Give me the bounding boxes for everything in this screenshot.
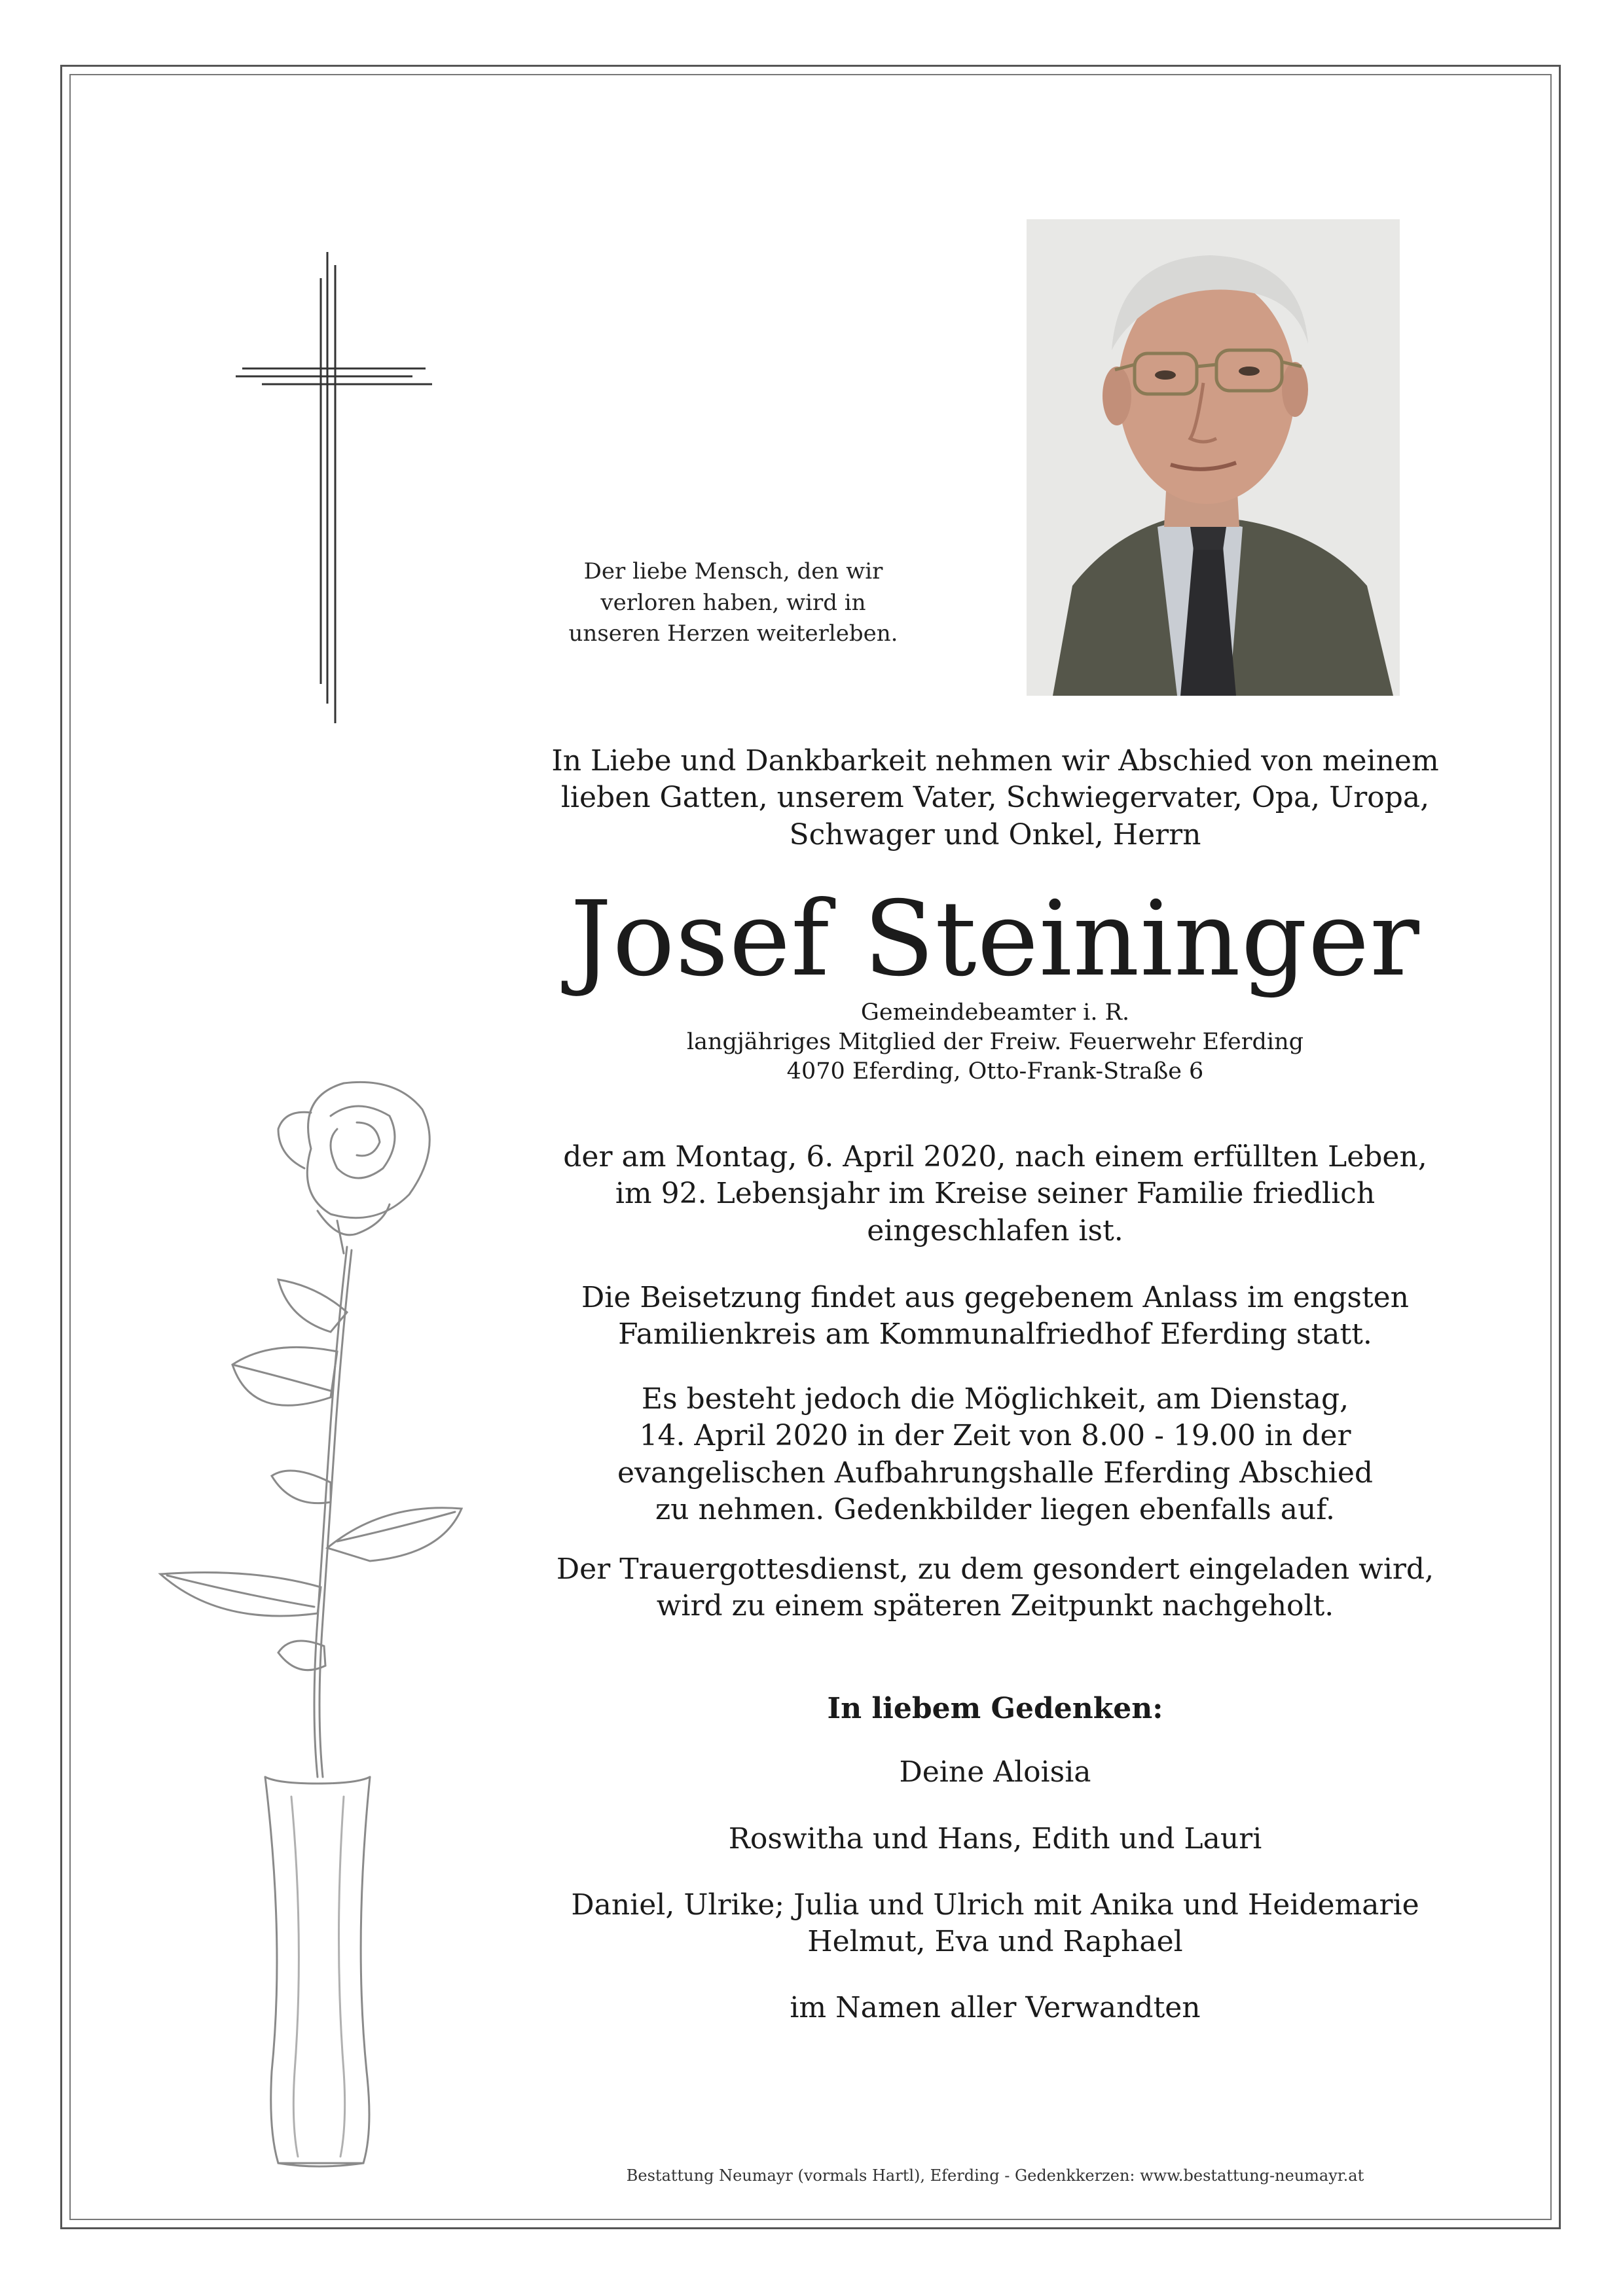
service-notice [524,1551,1467,1625]
farewell-line: zu nehmen. Gedenkbilder liegen ebenfalls auf. [655,1492,1336,1526]
farewell-line: evangelischen Aufbahrungshalle Eferding Abschied [617,1456,1374,1490]
intro-line: lieben Gatten, unserem Vater, Schwiegervater, Opa, Uropa, [560,781,1430,815]
death-line: eingeschlafen ist. [867,1213,1123,1247]
portrait-illustration [1027,219,1400,696]
grandchildren-line: Helmut, Eva und Raphael [807,1925,1183,1959]
memorial-quote [537,556,930,650]
deceased-membership: langjähriges Mitglied der Freiw. Feuerwehr Eferding [686,1028,1304,1055]
deceased-info [524,998,1467,1086]
deceased-name: Josef Steininger [570,879,1420,999]
farewell-line: 14. April 2020 in der Zeit von 8.00 - 19.00 in der [639,1419,1351,1453]
funeral-home-footer: Bestattung Neumayr (vormals Hartl), Eferding - Gedenkkerzen: www.bestattung-neumayr.at [626,2166,1364,2185]
quote-line: verloren haben, wird in [600,589,866,616]
service-line: Der Trauergottesdienst, zu dem gesondert eingeladen wird, [556,1552,1434,1586]
death-line: im 92. Lebensjahr im Kreise seiner Familie friedlich [615,1177,1376,1211]
mourner-children: Roswitha und Hans, Edith und Lauri [728,1822,1262,1856]
grandchildren-line: Daniel, Ulrike; Julia und Ulrich mit Anika und Heidemarie [571,1888,1419,1922]
mourner-grandchildren [524,1887,1467,1961]
mourner-spouse: Deine Aloisia [899,1755,1091,1789]
intro-text [524,743,1467,853]
farewell-notice [524,1381,1467,1528]
intro-line: Schwager und Onkel, Herrn [789,817,1201,852]
intro-line: In Liebe und Dankbarkeit nehmen wir Abschied von meinem [551,744,1439,778]
burial-line: Die Beisetzung findet aus gegebenem Anlass im engsten [581,1281,1410,1314]
burial-line: Familienkreis am Kommunalfriedhof Eferding statt. [618,1318,1372,1352]
deceased-address: 4070 Eferding, Otto-Frank-Straße 6 [786,1058,1204,1085]
mourner-relatives: im Namen aller Verwandten [790,1991,1201,2024]
farewell-line: Es besteht jedoch die Möglichkeit, am Dienstag, [641,1382,1349,1416]
deceased-occupation: Gemeindebeamter i. R. [860,999,1130,1026]
quote-line: Der liebe Mensch, den wir [583,558,883,584]
portrait-photo [1027,219,1400,696]
cross-icon [236,252,432,723]
burial-notice [524,1280,1467,1354]
quote-line: unseren Herzen weiterleben. [568,620,898,647]
mourners-heading: In liebem Gedenken: [827,1692,1163,1725]
rose-vase-illustration [121,1057,566,2170]
death-notice [524,1139,1467,1249]
service-line: wird zu einem späteren Zeitpunkt nachgeholt. [656,1589,1334,1623]
death-line: der am Montag, 6. April 2020, nach einem erfüllten Leben, [563,1140,1427,1174]
